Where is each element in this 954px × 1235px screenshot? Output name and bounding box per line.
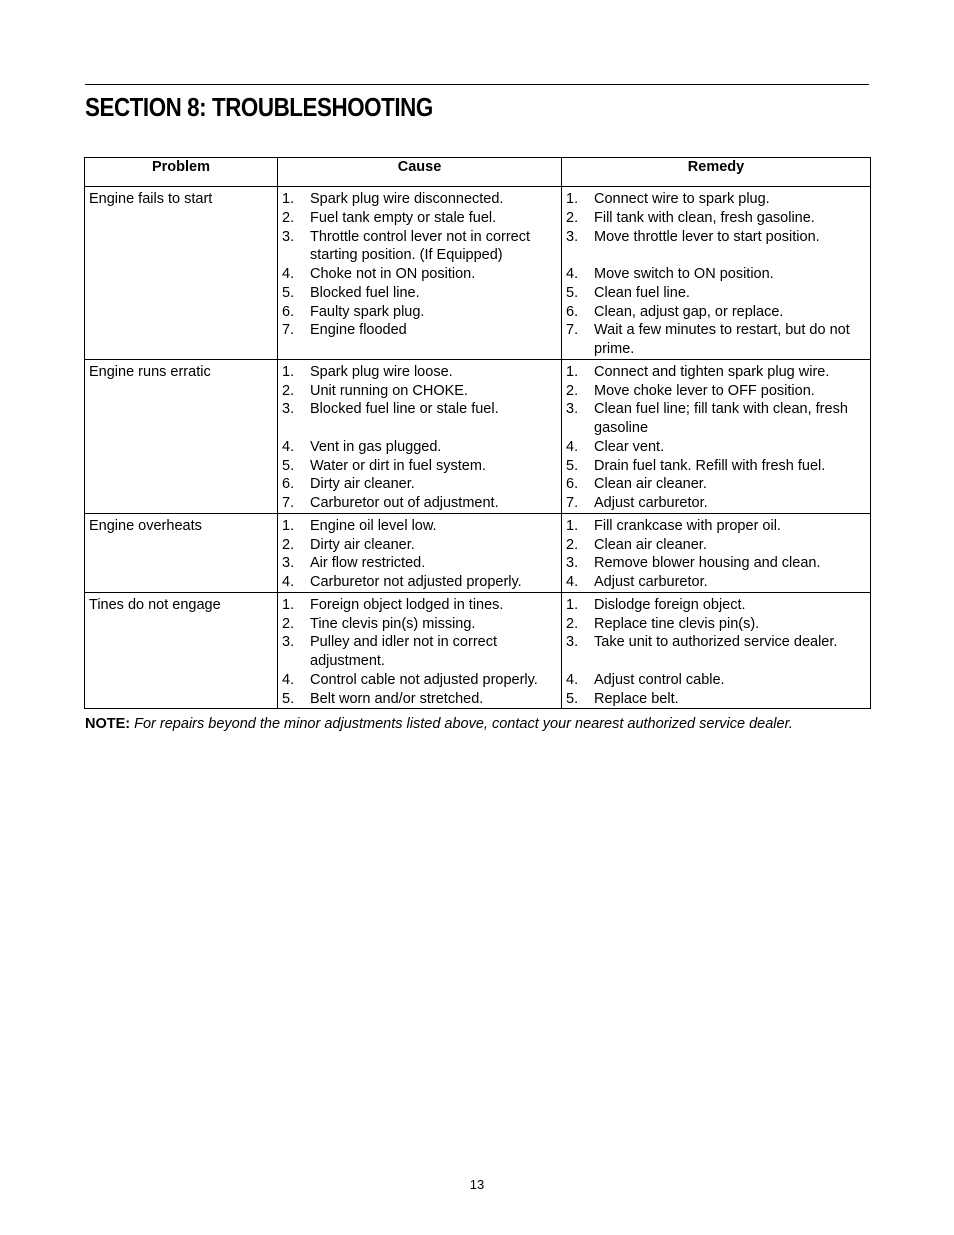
item-number: 2. [566,209,579,226]
item-text: Blocked fuel line. [310,284,420,301]
item-number: 4. [566,574,579,590]
remedy-item [566,382,866,401]
item-text: Adjust control cable. [594,671,725,688]
item-text: Clear vent. [594,438,665,455]
item-text: Pulley and idler not in correct adjustment. [310,634,497,669]
footnote [85,716,793,732]
item-number: 7. [566,322,579,339]
remedy-item [566,363,866,382]
item-number: 2. [566,382,579,399]
item-text: Spark plug wire disconnected. [310,191,504,207]
cause-item [282,284,557,303]
remedy-item [566,554,866,573]
cause-item [282,554,557,573]
item-text: Blocked fuel line or stale fuel. [310,401,499,418]
table-row [85,513,871,592]
remedy-item [566,265,866,284]
cause-item [282,615,557,634]
item-number: 6. [282,476,295,493]
cause-cell [278,187,562,360]
item-text: Unit running on CHOKE. [310,382,468,399]
item-text: Engine flooded [310,322,407,339]
item-text: Control cable not adjusted properly. [310,671,538,688]
remedy-item [566,438,866,457]
item-text: Fill crankcase with proper oil. [594,517,781,534]
item-text: Replace tine clevis pin(s). [594,615,760,632]
item-text: Fill tank with clean, fresh gasoline. [594,209,815,226]
cause-item [282,671,557,690]
remedy-item [566,573,866,592]
item-number: 3. [282,634,295,651]
cause-item [282,438,557,457]
item-number: 1. [282,517,295,534]
cause-item [282,321,557,340]
item-number: 3. [566,401,579,418]
table-row [85,359,871,513]
remedy-item [566,536,866,555]
item-number: 2. [566,615,579,632]
problem-cell: Tines do not engage [85,592,278,709]
problem-cell: Engine runs erratic [85,359,278,513]
item-text: Move choke lever to OFF position. [594,382,815,399]
item-text: Wait a few minutes to restart, but do not prime. [594,322,850,357]
troubleshooting-table [84,157,871,709]
remedy-item [566,228,866,247]
item-number: 1. [282,363,295,380]
section-title: SECTION 8: TROUBLESHOOTING [85,92,433,122]
item-number: 3. [282,228,295,245]
remedy-item [566,303,866,322]
remedy-cell [562,592,871,709]
item-number: 5. [282,284,295,301]
item-text: Foreign object lodged in tines. [310,596,504,613]
remedy-item [566,400,866,438]
header-cause: Cause [278,158,562,187]
item-number: 3. [566,228,579,245]
cause-item [282,517,557,536]
item-number: 6. [566,303,579,320]
item-number: 4. [566,671,579,688]
remedy-cell [562,513,871,592]
item-number: 5. [566,690,579,707]
item-number: 2. [282,209,295,226]
cause-item [282,494,557,513]
remedy-item [566,690,866,709]
remedy-item [566,209,866,228]
item-text: Connect wire to spark plug. [594,191,770,207]
item-number: 4. [282,266,295,282]
item-number: 3. [282,401,295,418]
cause-item [282,633,557,671]
item-text: Fuel tank empty or stale fuel. [310,209,497,226]
remedy-item [566,284,866,303]
cause-item [282,363,557,382]
remedy-item [566,517,866,536]
item-number: 4. [282,671,295,688]
item-text: Dirty air cleaner. [310,476,415,493]
remedy-item [566,615,866,634]
item-number: 4. [566,438,579,455]
table-row [85,592,871,709]
item-text: Clean air cleaner. [594,476,707,493]
problem-cell: Engine overheats [85,513,278,592]
item-text: Spark plug wire loose. [310,363,453,380]
cause-item [282,382,557,401]
cause-cell [278,359,562,513]
item-number: 6. [566,476,579,493]
item-number: 7. [566,495,579,511]
item-text: Choke not in ON position. [310,266,476,282]
item-number: 2. [566,536,579,553]
cause-item [282,209,557,228]
item-number: 1. [282,191,295,207]
item-number: 1. [566,517,579,534]
item-number: 2. [282,615,295,632]
cause-item [282,265,557,284]
table-header-row [85,158,871,187]
remedy-item [566,596,866,615]
item-text: Drain fuel tank. Refill with fresh fuel. [594,457,826,474]
item-text: Carburetor out of adjustment. [310,495,499,511]
cause-item [282,596,557,615]
item-text: Throttle control lever not in correct starting position. (If Equipped) [310,228,531,264]
remedy-item [566,633,866,652]
remedy-cell [562,359,871,513]
cause-cell [278,513,562,592]
item-number: 5. [282,690,295,707]
item-number: 7. [282,322,295,339]
item-text: Replace belt. [594,690,679,707]
item-text: Adjust carburetor. [594,574,708,590]
item-number: 2. [282,382,295,399]
item-text: Carburetor not adjusted properly. [310,574,522,590]
remedy-item [566,671,866,690]
item-number: 5. [282,457,295,474]
cause-cell [278,592,562,709]
item-number: 4. [282,574,295,590]
page-number: 13 [469,1177,485,1192]
header-remedy: Remedy [562,158,871,187]
item-number: 1. [566,596,579,613]
item-number: 1. [282,596,295,613]
item-text: Faulty spark plug. [310,303,425,320]
item-text: Remove blower housing and clean. [594,555,821,572]
cause-item [282,228,557,266]
cause-item [282,690,557,709]
note-label: NOTE: [85,716,131,732]
item-text: Adjust carburetor. [594,495,708,511]
item-text: Dirty air cleaner. [310,536,415,553]
cause-item [282,536,557,555]
cause-item [282,457,557,476]
header-problem: Problem [85,158,278,187]
item-number: 3. [566,634,579,651]
cause-item [282,303,557,322]
item-number: 1. [566,363,579,380]
item-number: 5. [566,457,579,474]
item-number: 3. [566,555,579,572]
item-text: Dislodge foreign object. [594,596,746,613]
item-text: Vent in gas plugged. [310,438,442,455]
cause-item [282,190,557,209]
item-number: 5. [566,284,579,301]
item-text: Move switch to ON position. [594,266,774,282]
item-text: Clean, adjust gap, or replace. [594,303,784,320]
cause-item [282,573,557,592]
remedy-cell [562,187,871,360]
item-number: 2. [282,536,295,553]
note-text: For repairs beyond the minor adjustments listed above, contact your nearest authorized service dealer. [134,716,793,732]
table-row [85,187,871,360]
item-number: 6. [282,303,295,320]
item-text: Clean fuel line; fill tank with clean, fresh gasoline [594,401,848,436]
item-number: 1. [566,191,579,207]
item-number: 4. [566,266,579,282]
item-text: Move throttle lever to start position. [594,228,820,245]
cause-item [282,475,557,494]
item-text: Connect and tighten spark plug wire. [594,363,830,380]
item-text: Air flow restricted. [310,555,426,572]
cause-item [282,400,557,419]
header-rule [85,84,869,85]
item-number: 4. [282,438,295,455]
item-text: Clean air cleaner. [594,536,707,553]
item-text: Clean fuel line. [594,284,690,301]
problem-cell: Engine fails to start [85,187,278,360]
item-number: 3. [282,555,295,572]
remedy-item [566,475,866,494]
item-number: 7. [282,495,295,511]
item-text: Take unit to authorized service dealer. [594,634,838,651]
remedy-item [566,457,866,476]
item-text: Tine clevis pin(s) missing. [310,615,476,632]
item-text: Belt worn and/or stretched. [310,690,484,707]
remedy-item [566,190,866,209]
remedy-item [566,494,866,513]
item-text: Water or dirt in fuel system. [310,457,486,474]
item-text: Engine oil level low. [310,517,437,534]
remedy-item [566,321,866,359]
